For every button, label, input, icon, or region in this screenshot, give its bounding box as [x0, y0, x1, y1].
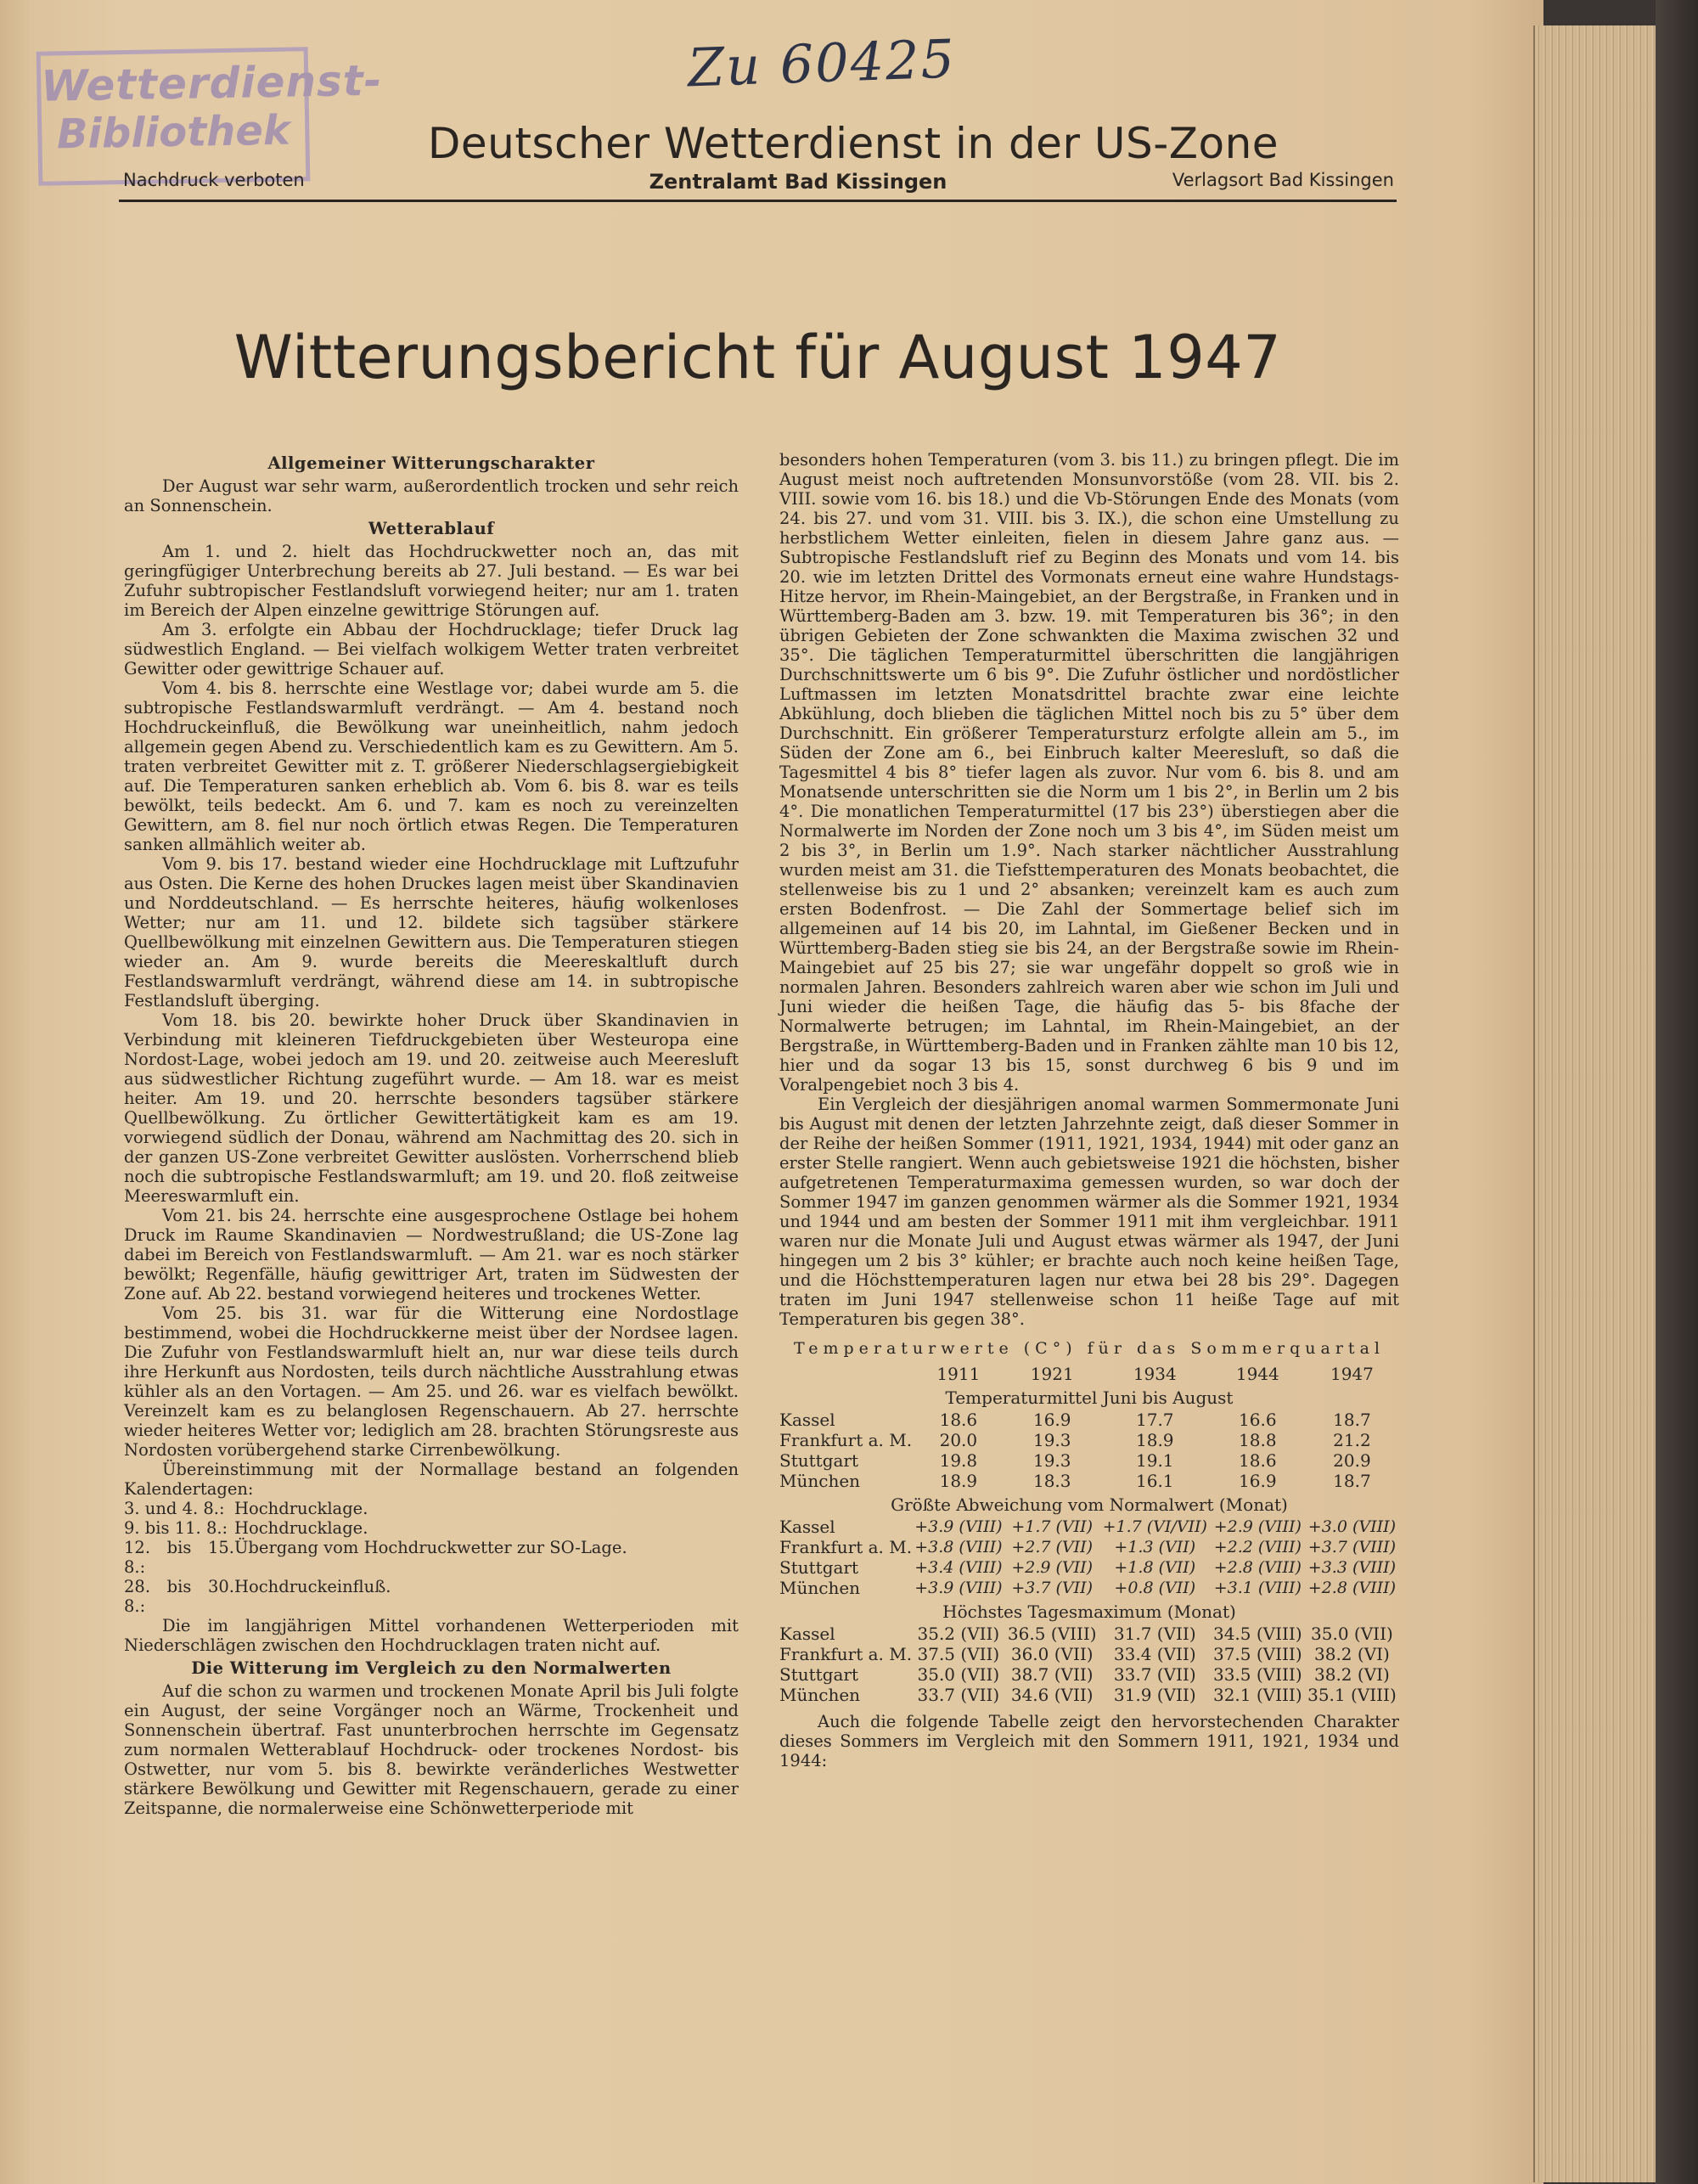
table-row: Stuttgart 35.0 (VII) 38.7 (VII) 33.7 (VII) 33.5 (VIII) 38.2 (VI) [779, 1664, 1390, 1685]
year-header: 1911 [936, 1364, 981, 1384]
library-stamp [37, 47, 383, 186]
table-row: Frankfurt a. M. +3.8 (VIII) +2.7 (VII) +1.3 (VII) +2.2 (VIII) +3.7 (VIII) [779, 1537, 1397, 1557]
paragraph: Am 1. und 2. hielt das Hochdruckwetter noch an, das mit geringfügiger Unterbrechung bereits ab 27. Juli bestand. — Es war bei Zufuhr subtropischer Festlandsluft vorwiegend heiter; nur am 1. traten im Bereich der Alpen einzelne gewittrige Störungen auf. [124, 542, 739, 620]
table-row: München 18.9 18.3 16.1 16.9 18.7 [779, 1471, 1371, 1491]
table-row: Stuttgart 19.8 19.3 19.1 18.6 20.9 [779, 1450, 1371, 1471]
handwritten-catalog-number: Zu 60425 [686, 27, 958, 99]
year-header: 1947 [1330, 1364, 1374, 1384]
section-heading: Allgemeiner Witterungscharakter [267, 453, 595, 473]
paragraph: Vom 9. bis 17. bestand wieder eine Hochdrucklage mit Luftzufuhr aus Osten. Die Kerne des hohen Druckes lagen meist über Skandinavien und Norddeutschland. — Es herrschte heiteres, häufig wolkenloses Wetter; nur am 11. und 12. bildete sich tagsüber stärkere Quellbewölkung mit einzelnen Gewittern aus. Die Temperaturen stiegen wieder an. Am 9. wurde bereits die Meereskaltluft durch Festlandswarmluft verdrängt, während diese am 14. in subtropische Festlandsluft überging. [124, 854, 739, 1010]
list-item: 3. und 4. 8.: Hochdrucklage. [124, 1499, 368, 1518]
paragraph: Ein Vergleich der diesjährigen anomal warmen Sommermonate Juni bis August mit denen der letzten Jahrzehnte zeigt, daß dieser Sommer in der Reihe der heißen Sommer (1911, 1921, 1934, 1944) mit oder ganz an erster Stelle rangiert. Wenn auch gebietsweise 1921 die höchsten, bisher aufgetretenen Temperaturmaxima gemessen wurden, so war doch der Sommer 1947 im ganzen genommen wärmer als die Sommer 1921, 1934 und 1944 und am besten der Sommer 1911 mit ihm vergleichbar. 1911 waren nur die Monate Juli und August etwas wärmer als 1947, der Juni hingegen um 2 bis 3° kühler; er brachte auch noch keine heißen Tage, und die Höchsttemperaturen lagen nur etwa bei 28 bis 29°. Dagegen traten im Juni 1947 stellenweise schon 11 heiße Tage auf mit Temperaturen bis gegen 38°. [779, 1095, 1399, 1329]
paragraph: Auch die folgende Tabelle zeigt den hervorstechenden Charakter dieses Sommers im Vergleich mit den Sommern 1911, 1921, 1934 und 1944: [779, 1712, 1399, 1770]
table-section-heading: Höchstes Tagesmaximum (Monat) [942, 1601, 1236, 1622]
paragraph: Die im langjährigen Mittel vorhandenen Wetterperioden mit Niederschlägen zwischen den Hochdrucklagen traten nicht auf. [124, 1616, 739, 1655]
table-row: Kassel 18.6 16.9 17.7 16.6 18.7 [779, 1410, 1371, 1430]
reprint-notice: Nachdruck verboten [123, 170, 305, 190]
table-row: München 33.7 (VII) 34.6 (VII) 31.9 (VII) 32.1 (VIII) 35.1 (VIII) [779, 1685, 1397, 1705]
paragraph: Vom 18. bis 20. bewirkte hoher Druck über Skandinavien in Verbindung mit kleineren Tiefdruckgebieten über Westeuropa eine Nordost-Lage, wobei jedoch am 19. und 20. zeitweise auch Meeresluft aus südwestlicher Richtung zugeführt wurde. — Am 18. war es meist heiter. Am 19. und 20. herrschte besonders tagsüber stärkere Quellbewölkung. Zu örtlicher Gewittertätigkeit kam es am 19. vorwiegend südlich der Donau, während am Nachmittag des 20. sich in der ganzen US-Zone verbreitet Gewitter auslösten. Vorherrschend blieb noch die subtropische Festlandswarmluft; am 19. und 20. floß zeitweise Meereswarmluft ein. [124, 1010, 739, 1206]
stamp-line-1: Wetterdienst- [40, 55, 383, 111]
table-title: Temperaturwerte (C°) für das Sommerquartal [794, 1339, 1385, 1358]
paragraph: Vom 4. bis 8. herrschte eine Westlage vor; dabei wurde am 5. die subtropische Festlandswarmluft verdrängt. — Am 4. bestand noch Hochdruckeinfluß, die Bewölkung war uneinheitlich, nahm jedoch allgemein gegen Abend zu. Verschiedentlich kam es zu Gewittern. Am 5. traten verbreitet Gewitter mit z. T. größerer Niederschlagsergiebigkeit auf. Die Temperaturen sanken erheblich ab. Vom 6. bis 8. war es teils bewölkt, teils bedeckt. Am 6. und 7. kam es noch zu vereinzelten Gewittern, am 8. fiel nur noch örtlich etwas Regen. Die Temperaturen sanken allmählich weiter ab. [124, 678, 739, 854]
book-binding [1656, 0, 1698, 2184]
table-row: Kassel +3.9 (VIII) +1.7 (VII) +1.7 (VI/VII) +2.9 (VIII) +3.0 (VIII) [779, 1517, 1397, 1537]
stamp-line-2: Bibliothek [56, 106, 291, 158]
temperature-table [779, 1364, 1399, 1705]
table-row: München +3.9 (VIII) +3.7 (VII) +0.8 (VII) +3.1 (VIII) +2.8 (VIII) [779, 1578, 1397, 1598]
list-item: 12. bis 15. 8.: Übergang vom Hochdruckwetter zur SO-Lage. [124, 1538, 627, 1577]
year-header: 1934 [1133, 1364, 1177, 1384]
calendar-day-list [124, 1499, 739, 1616]
paragraph: Vom 25. bis 31. war für die Witterung eine Nordostlage bestimmend, wobei die Hochdruckkerne meist über der Nordsee lagen. Die Zufuhr von Festlandswarmluft hielt an, nur war diese teils durch ihre Herkunft aus Nordosten, teils durch nächtliche Ausstrahlung etwas kühler als an den Vortagen. — Am 25. und 26. war es vielfach bewölkt. Vereinzelt kam es zu belanglosen Regenschauern. Ab 27. herrschte wieder heiteres Wetter vor; lediglich am 28. brachten Störungsreste aus Nordosten vorübergehend starke Cirrenbewölkung. [124, 1303, 739, 1460]
paragraph: Am 3. erfolgte ein Abbau der Hochdrucklage; tiefer Druck lag südwestlich England. — Bei vielfach wolkigem Wetter traten verbreitet Gewitter oder gewittrige Schauer auf. [124, 620, 739, 678]
paragraph: besonders hohen Temperaturen (vom 3. bis 11.) zu bringen pflegt. Die im August meist noch auftretenden Monsunvorstöße (vom 28. VII. bis 2. VIII. sowie vom 16. bis 18.) und die Vb-Störungen Ende des Monats (vom 24. bis 27. und vom 31. VIII. bis 3. IX.), die schon eine Umstellung zu herbstlichem Wetter einleiten, fielen in diesem Jahre ganz aus. — Subtropische Festlandsluft rief zu Beginn des Monats und vom 14. bis 20. wie im letzten Drittel des Vormonats erneut eine wahre Hundstags-Hitze hervor, im Rhein-Maingebiet, an der Bergstraße, in Franken und in Württemberg-Baden am 3. bzw. 19. mit Temperaturen bis 36°; in den übrigen Gebieten der Zone schwankten die Maxima zwischen 32 und 35°. Die täglichen Temperaturmittel überschritten die langjährigen Durchschnittswerte um 6 bis 9°. Die Zufuhr östlicher und nordöstlicher Luftmassen im letzten Monatsdrittel brachte zwar eine leichte Abkühlung, doch blieben die täglichen Mittel noch bis zu 5° über dem Durchschnitt. Ein größerer Temperatursturz erfolgte allein am 5., im Süden der Zone am 6., bei Einbruch kalter Meeresluft, so daß die Tagesmittel 4 bis 8° tiefer lagen als zuvor. Nur vom 6. bis 8. und am Monatsende unterschritten sie die Norm um 1 bis 2°, in Berlin um 2 bis 4°. Die monatlichen Temperaturmittel (17 bis 23°) überstiegen aber die Normalwerte im Norden der Zone noch um 3 bis 4°, im Süden meist um 2 bis 3°, in Berlin um 1.9°. Nach starker nächtlicher Ausstrahlung wurden meist am 31. die Tiefsttemperaturen des Monats beobachtet, die stellenweise bis zu 1 und 2° absanken; vereinzelt kam es auch zum ersten Bodenfrost. — Die Zahl der Sommertage belief sich im allgemeinen auf 14 bis 20, im Lahntal, im Gießener Becken und in Württemberg-Baden stieg sie bis 24, an der Bergstraße sowie im Rhein-Maingebiet auf 25 bis 27; sie war ungefähr doppelt so groß wie in normalen Jahren. Besonders zahlreich waren aber wie schon im Juli und Juni wieder die heißen Tage, die häufig das 5- bis 8fache der Normalwerte betrugen; im Lahntal, im Rhein-Maingebiet, an der Bergstraße, in Württemberg-Baden und in Franken zählte man 10 bis 12, hier und da sogar 13 bis 15, sonst durchweg 6 bis 9 und im Voralpengebiet noch 3 bis 4. [779, 450, 1399, 1095]
paragraph: Vom 21. bis 24. herrschte eine ausgesprochene Ostlage bei hohem Druck im Raume Skandinavien — Nordwestrußland; die US-Zone lag dabei im Bereich von Festlandswarmluft. — Am 21. war es noch stärker bewölkt; Regenfälle, häufig gewittriger Art, traten im Südwesten der Zone auf. Ab 22. bestand vorwiegend heiteres und trockenes Wetter. [124, 1206, 739, 1303]
publisher-location: Verlagsort Bad Kissingen [1172, 170, 1394, 190]
masthead: Deutscher Wetterdienst in der US-Zone [427, 119, 1279, 168]
table-row: Frankfurt a. M. 20.0 19.3 18.9 18.8 21.2 [779, 1430, 1371, 1450]
table-header-row [779, 1364, 1399, 1384]
table-row: Frankfurt a. M. 37.5 (VII) 36.0 (VII) 33.4 (VII) 37.5 (VIII) 38.2 (VI) [779, 1644, 1390, 1664]
year-header: 1921 [1030, 1364, 1074, 1384]
table-row: Stuttgart +3.4 (VIII) +2.9 (VII) +1.8 (VII) +2.8 (VIII) +3.3 (VIII) [779, 1557, 1397, 1578]
section-heading: Die Witterung im Vergleich zu den Normalwerten [191, 1658, 672, 1678]
page-title: Witterungsbericht für August 1947 [233, 323, 1282, 392]
table-section-heading: Temperaturmittel Juni bis August [945, 1388, 1234, 1408]
header-rule [119, 200, 1397, 202]
table-section-heading: Größte Abweichung vom Normalwert (Monat) [891, 1494, 1288, 1515]
section-heading: Wetterablauf [368, 519, 495, 538]
right-column [779, 450, 1399, 1770]
list-item: 9. bis 11. 8.: Hochdrucklage. [124, 1518, 368, 1538]
paragraph: Der August war sehr warm, außerordentlich trocken und sehr reich an Sonnenschein. [124, 476, 739, 515]
office-name: Zentralamt Bad Kissingen [649, 170, 947, 194]
year-header: 1944 [1235, 1364, 1279, 1384]
left-column [124, 450, 739, 1818]
paragraph: Übereinstimmung mit der Normallage bestand an folgenden Kalendertagen: [124, 1460, 739, 1499]
list-item: 28. bis 30. 8.: Hochdruckeinfluß. [124, 1577, 391, 1616]
table-row: Kassel 35.2 (VII) 36.5 (VIII) 31.7 (VII) 34.5 (VIII) 35.0 (VII) [779, 1624, 1393, 1644]
paragraph: Auf die schon zu warmen und trockenen Monate April bis Juli folgte ein August, der seine Vorgänger noch an Wärme, Trockenheit und Sonnenschein übertraf. Fast ununterbrochen herrschte im Gegensatz zum normalen Wetterablauf Hochdruck- oder trockenes Nordost- bis Ostwetter, nur vom 5. bis 8. bewirkte veränderliches Westwetter stärkere Bewölkung und Gewitter mit Regenschauern, gerade zu einer Zeitspanne, die normalerweise eine Schönwetterperiode mit [124, 1681, 739, 1818]
